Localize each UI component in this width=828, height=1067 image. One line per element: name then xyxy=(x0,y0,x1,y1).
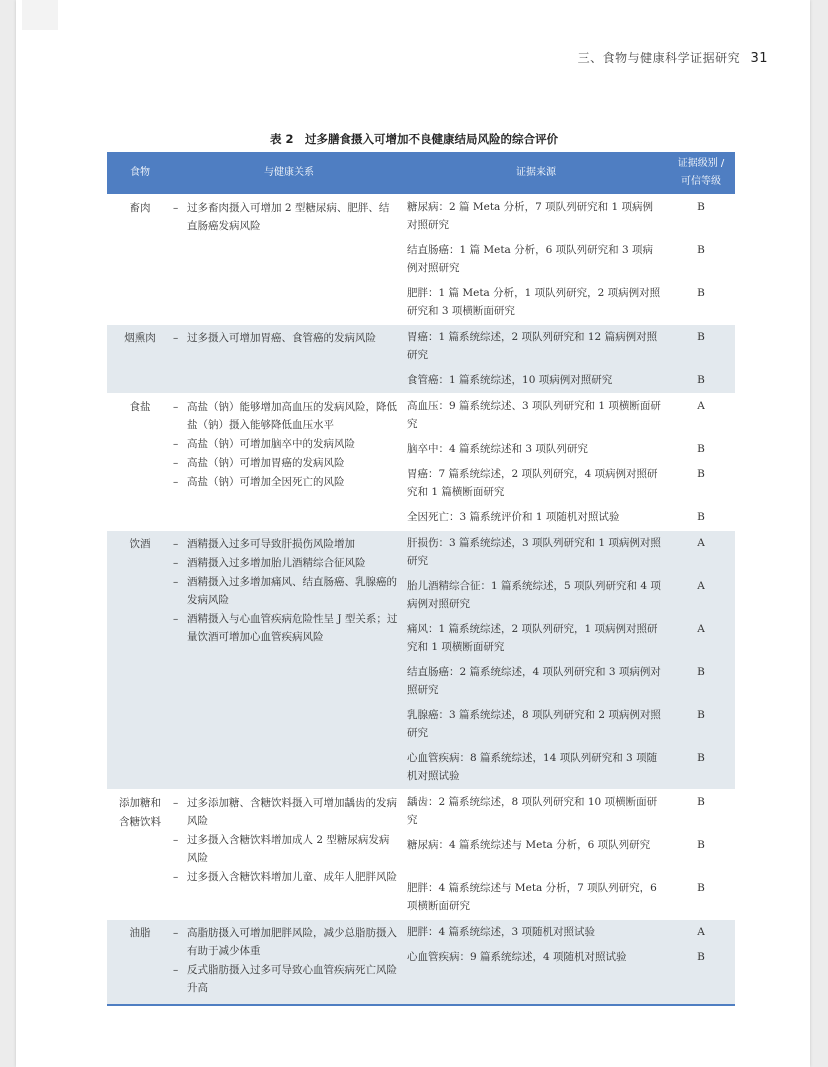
level-value: B xyxy=(697,951,705,963)
level-value: B xyxy=(697,666,705,678)
evidence-item: 胎儿酒精综合征：1 篇系统综述，5 项队列研究和 4 项病例对照研究 xyxy=(407,580,661,610)
level-value: B xyxy=(697,752,705,764)
relation-cell xyxy=(173,394,405,531)
relation-item: – 高盐（钠）可增加脑卒中的发病风险 xyxy=(173,435,399,453)
header-relation: 与健康关系 xyxy=(173,152,405,195)
food-cell: 畜肉 xyxy=(107,195,173,325)
evidence-item: 痛风：1 篇系统综述，2 项队列研究，1 项病例对照研究和 1 项横断面研究 xyxy=(407,623,658,653)
relation-item: – 酒精摄入过多增加胎儿酒精综合征风险 xyxy=(173,554,399,572)
evidence-cell xyxy=(405,790,667,920)
relation-item: – 过多添加糖、含糖饮料摄入可增加龋齿的发病风险 xyxy=(173,794,399,830)
food-cell: 食盐 xyxy=(107,394,173,531)
relation-item: – 酒精摄入过多可导致肝损伤风险增加 xyxy=(173,535,399,553)
food-cell: 饮酒 xyxy=(107,531,173,790)
evidence-item: 糖尿病：2 篇 Meta 分析，7 项队列研究和 1 项病例对照研究 xyxy=(407,201,654,231)
evidence-item: 肥胖：1 篇 Meta 分析，1 项队列研究，2 项病例对照研究和 3 项横断面研究 xyxy=(407,287,661,317)
header-level-line1: 证据级别 / xyxy=(677,158,725,169)
table-row xyxy=(107,920,735,1006)
level-value: B xyxy=(697,201,705,213)
level-cell xyxy=(667,790,735,920)
relation-item: – 高盐（钠）可增加胃癌的发病风险 xyxy=(173,454,399,472)
relation-item: – 过多畜肉摄入可增加 2 型糖尿病、肥胖、结直肠癌发病风险 xyxy=(173,199,399,235)
running-head xyxy=(578,49,768,66)
food-cell: 烟熏肉 xyxy=(107,325,173,394)
level-cell xyxy=(667,531,735,790)
food-cell: 油脂 xyxy=(107,920,173,1006)
header-food: 食物 xyxy=(107,152,173,195)
evidence-item: 龋齿：2 篇系统综述，8 项队列研究和 10 项横断面研究 xyxy=(407,796,658,826)
level-value: B xyxy=(697,287,705,299)
level-value: B xyxy=(697,882,705,894)
level-value: B xyxy=(697,839,705,851)
header-evidence: 证据来源 xyxy=(405,152,667,195)
level-cell xyxy=(667,325,735,394)
relation-item: – 过多摄入含糖饮料增加儿童、成年人肥胖风险 xyxy=(173,868,399,886)
relation-item: – 反式脂肪摄入过多可导致心血管疾病死亡风险升高 xyxy=(173,961,399,997)
evidence-item: 糖尿病：4 篇系统综述与 Meta 分析，6 项队列研究 xyxy=(407,839,651,851)
table-caption: 表 2 过多膳食摄入可增加不良健康结局风险的综合评价 xyxy=(269,132,558,146)
relation-item: – 过多摄入含糖饮料增加成人 2 型糖尿病发病风险 xyxy=(173,831,399,867)
relation-item: – 酒精摄入与心血管疾病危险性呈 J 型关系；过量饮酒可增加心血管疾病风险 xyxy=(173,610,399,646)
level-value: B xyxy=(697,244,705,256)
level-value: B xyxy=(697,468,705,480)
relation-item: – 酒精摄入过多增加痛风、结直肠癌、乳腺癌的发病风险 xyxy=(173,573,399,609)
relation-cell xyxy=(173,531,405,790)
level-cell xyxy=(667,195,735,325)
table-row xyxy=(107,394,735,531)
table-row xyxy=(107,531,735,790)
table-row xyxy=(107,790,735,920)
section-title: 三、食物与健康科学证据研究 xyxy=(577,51,741,65)
level-value: A xyxy=(697,400,705,412)
evidence-item: 全因死亡：3 篇系统评价和 1 项随机对照试验 xyxy=(407,511,620,523)
level-value: B xyxy=(697,331,705,343)
evidence-cell xyxy=(405,195,667,325)
level-cell xyxy=(667,394,735,531)
evidence-item: 胃癌：7 篇系统综述，2 项队列研究，4 项病例对照研究和 1 篇横断面研究 xyxy=(407,468,658,498)
evidence-item: 肝损伤：3 篇系统综述，3 项队列研究和 1 项病例对照研究 xyxy=(407,537,661,567)
level-value: B xyxy=(697,709,705,721)
evaluation-table xyxy=(107,152,735,1006)
evidence-item: 高血压：9 篇系统综述、3 项队列研究和 1 项横断面研究 xyxy=(407,400,661,430)
level-value: A xyxy=(697,926,705,938)
level-cell xyxy=(667,920,735,1006)
level-value: A xyxy=(697,580,705,592)
evidence-cell xyxy=(405,394,667,531)
header-level xyxy=(667,152,735,195)
evidence-item: 肥胖：4 篇系统综述与 Meta 分析，7 项队列研究，6 项横断面研究 xyxy=(407,882,657,912)
page-corner-tab xyxy=(22,0,58,30)
level-value: A xyxy=(697,623,705,635)
header-level-line2: 可信等级 xyxy=(681,176,721,187)
page-number: 31 xyxy=(750,51,768,66)
relation-item: – 过多摄入可增加胃癌、食管癌的发病风险 xyxy=(173,329,399,347)
evidence-item: 肥胖：4 篇系统综述，3 项随机对照试验 xyxy=(407,926,596,938)
relation-item: – 高脂肪摄入可增加肥胖风险，减少总脂肪摄入有助于减少体重 xyxy=(173,924,399,960)
evidence-item: 结直肠癌：2 篇系统综述，4 项队列研究和 3 项病例对照研究 xyxy=(407,666,661,696)
relation-item: – 高盐（钠）能够增加高血压的发病风险，降低盐（钠）摄入能够降低血压水平 xyxy=(173,398,399,434)
evidence-item: 结直肠癌：1 篇 Meta 分析，6 项队列研究和 3 项病例对照研究 xyxy=(407,244,654,274)
level-value: B xyxy=(697,796,705,808)
level-value: A xyxy=(697,537,705,549)
evidence-cell xyxy=(405,920,667,1006)
evidence-item: 食管癌：1 篇系统综述，10 项病例对照研究 xyxy=(407,374,613,386)
evidence-cell xyxy=(405,531,667,790)
level-value: B xyxy=(697,443,705,455)
evidence-cell xyxy=(405,325,667,394)
evidence-item: 脑卒中：4 篇系统综述和 3 项队列研究 xyxy=(407,443,588,455)
evidence-item: 胃癌：1 篇系统综述，2 项队列研究和 12 篇病例对照研究 xyxy=(407,331,658,361)
evidence-item: 乳腺癌：3 篇系统综述，8 项队列研究和 2 项病例对照研究 xyxy=(407,709,661,739)
relation-cell xyxy=(173,325,405,394)
evidence-item: 心血管疾病：9 篇系统综述，4 项随机对照试验 xyxy=(407,951,627,963)
evidence-item: 心血管疾病：8 篇系统综述，14 项队列研究和 3 项随机对照试验 xyxy=(407,752,658,782)
level-value: B xyxy=(697,374,705,386)
relation-item: – 高盐（钠）可增加全因死亡的风险 xyxy=(173,473,399,491)
relation-cell xyxy=(173,790,405,920)
relation-cell xyxy=(173,195,405,325)
table-header xyxy=(107,152,735,195)
table-row xyxy=(107,325,735,394)
relation-cell xyxy=(173,920,405,1006)
level-value: B xyxy=(697,511,705,523)
food-cell xyxy=(107,790,173,920)
food-name-line1: 添加糖和 xyxy=(119,797,161,809)
food-name-line2: 含糖饮料 xyxy=(119,816,161,828)
table-row xyxy=(107,195,735,325)
